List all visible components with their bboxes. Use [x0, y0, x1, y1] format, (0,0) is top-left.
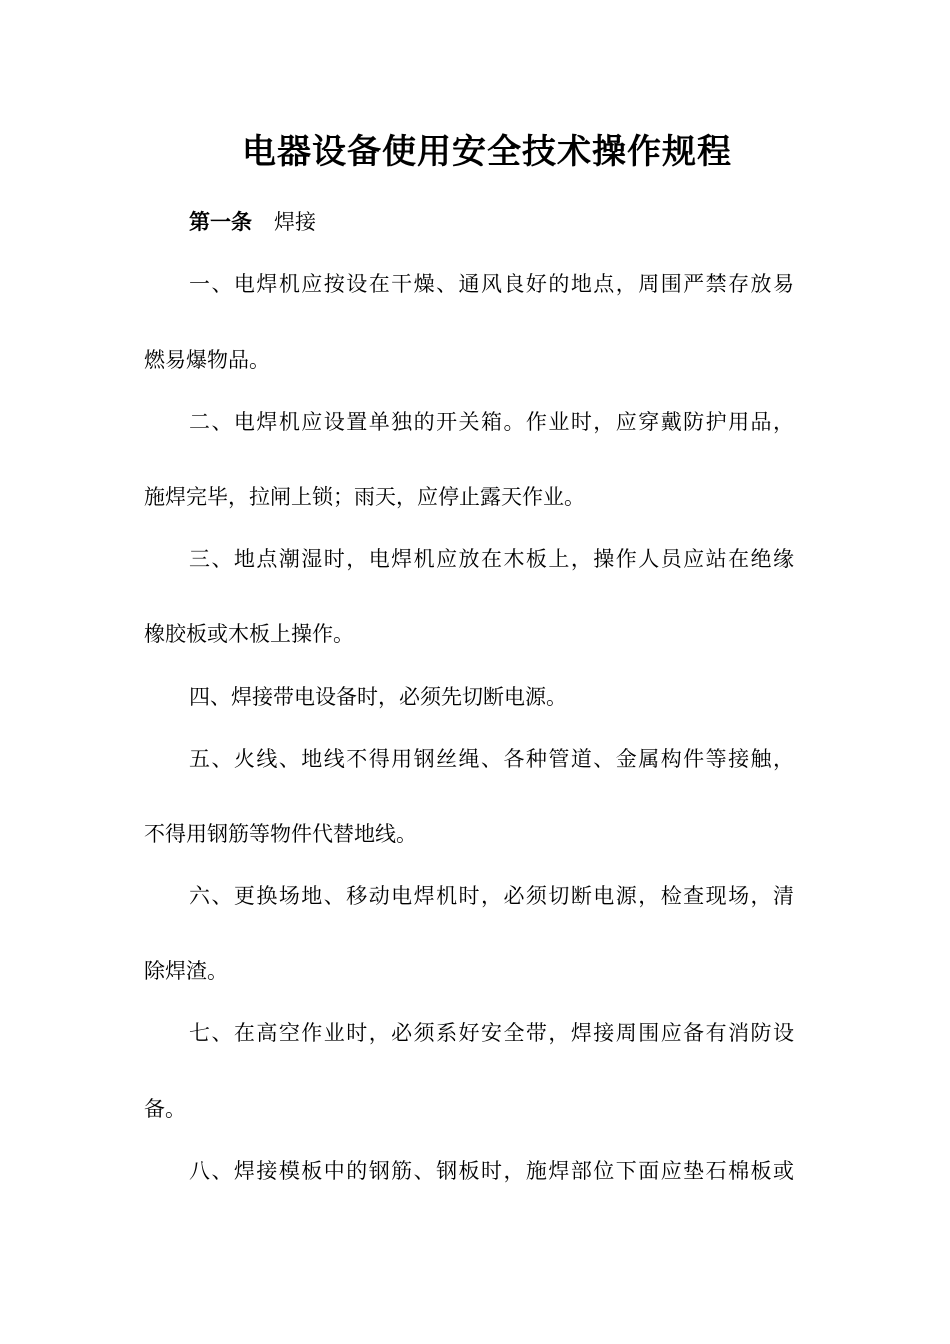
section-name: 焊接: [274, 210, 316, 234]
paragraph-line: 一、电焊机应按设在干燥、通风良好的地点，周围严禁存放易: [189, 272, 794, 296]
paragraph-line: 备。: [144, 1097, 186, 1121]
paragraph-line: 二、电焊机应设置单独的开关箱。作业时，应穿戴防护用品，: [189, 410, 794, 434]
paragraph-line: 三、地点潮湿时，电焊机应放在木板上，操作人员应站在绝缘: [189, 547, 794, 571]
section-heading: [189, 207, 316, 237]
paragraph-line: 六、更换场地、移动电焊机时，必须切断电源，检查现场，清: [189, 884, 794, 908]
paragraph-line: 五、火线、地线不得用钢丝绳、各种管道、金属构件等接触，: [189, 747, 794, 771]
paragraph-line: 橡胶板或木板上操作。: [144, 622, 354, 646]
paragraph-line: 不得用钢筋等物件代替地线。: [144, 822, 417, 846]
document-title: 电器设备使用安全技术操作规程: [242, 132, 732, 172]
paragraph-line: 燃易爆物品。: [144, 348, 270, 372]
paragraph-line: 施焊完毕，拉闸上锁；雨天，应停止露天作业。: [144, 485, 585, 509]
paragraph-line: 除焊渣。: [144, 959, 228, 983]
paragraph-line: 七、在高空作业时，必须系好安全带，焊接周围应备有消防设: [189, 1021, 794, 1045]
section-label: 第一条: [189, 209, 252, 234]
paragraph-line: 四、焊接带电设备时，必须先切断电源。: [189, 685, 567, 709]
paragraph-line: 八、焊接模板中的钢筋、钢板时，施焊部位下面应垫石棉板或: [189, 1159, 794, 1183]
